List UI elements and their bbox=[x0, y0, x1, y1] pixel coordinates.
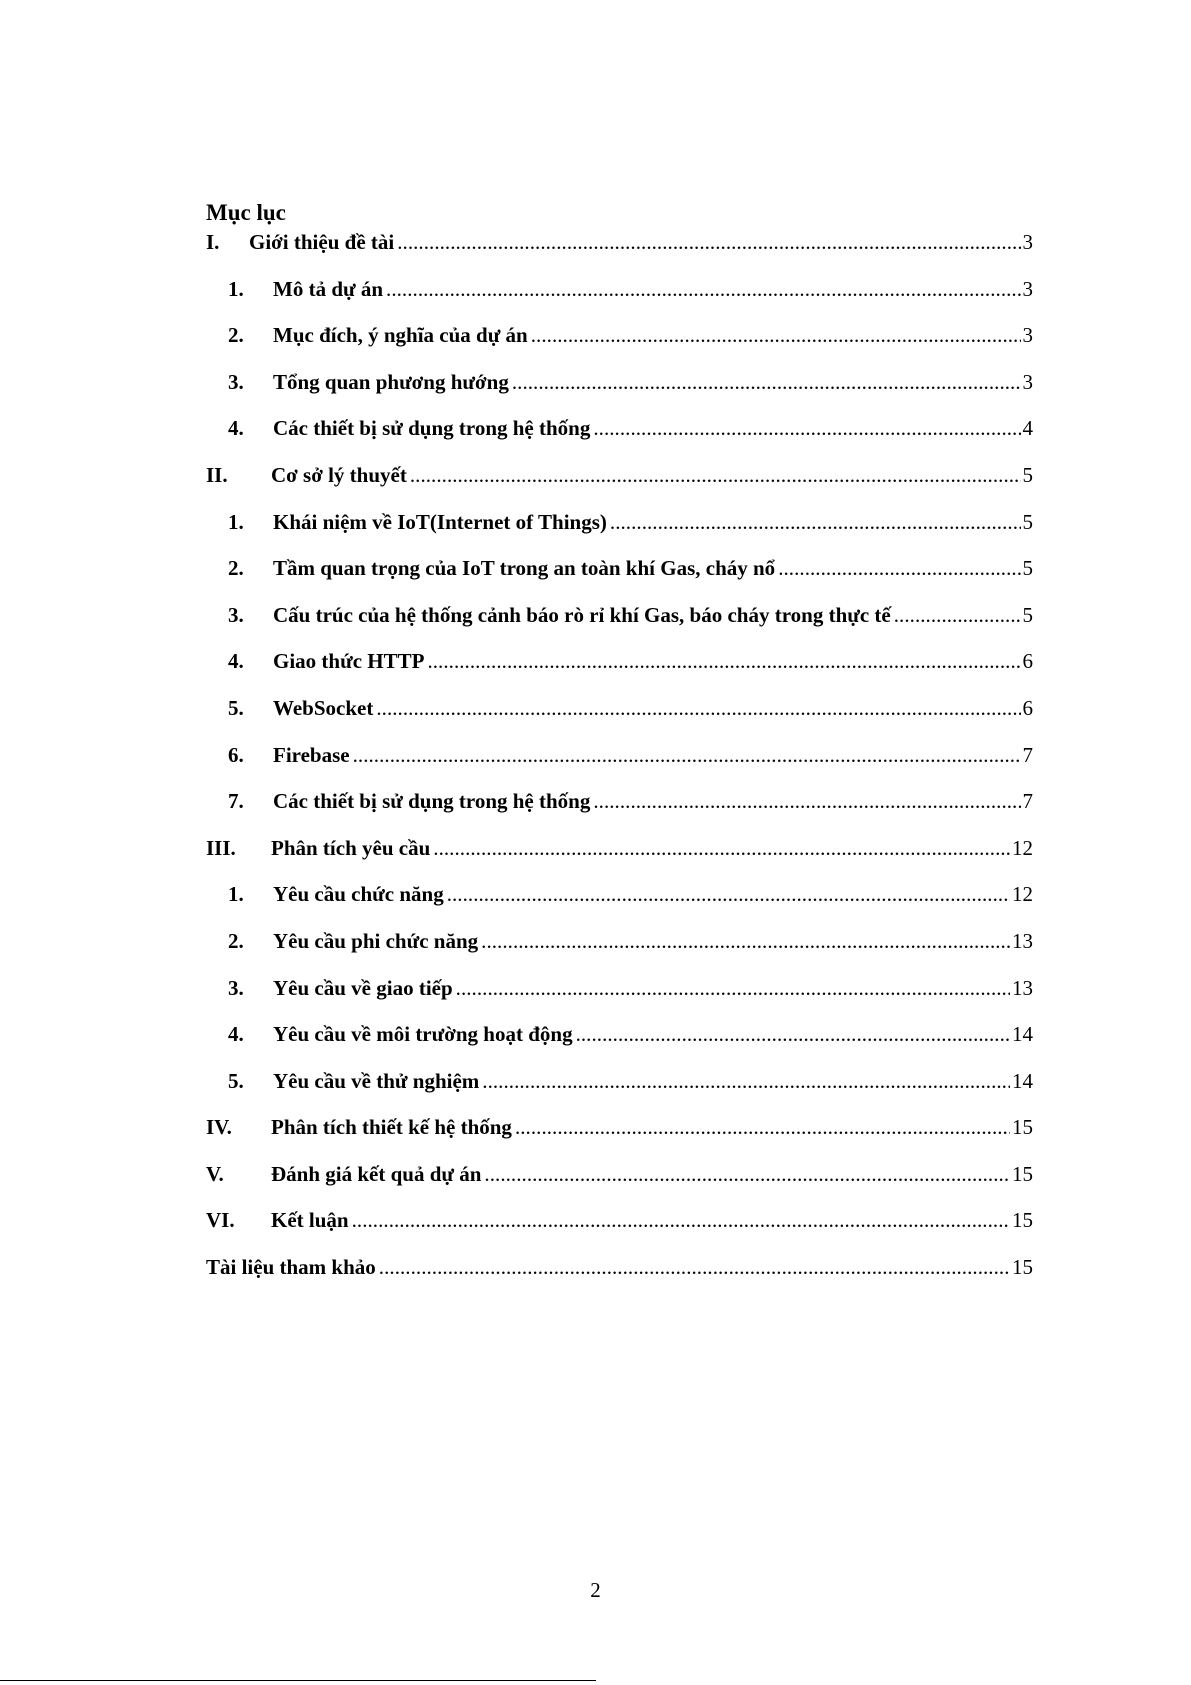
toc-entry-label: WebSocket bbox=[273, 695, 374, 720]
toc-entry-number: VI. bbox=[206, 1208, 235, 1233]
dot-leader bbox=[386, 277, 1020, 302]
toc-entry-page: 12 bbox=[1012, 835, 1033, 860]
toc-entry-page: 5 bbox=[1022, 462, 1033, 487]
toc-entry-page: 4 bbox=[1022, 416, 1033, 441]
dot-leader bbox=[427, 649, 1020, 674]
toc-entry-page: 5 bbox=[1022, 602, 1033, 627]
toc-entry-page: 13 bbox=[1012, 928, 1033, 953]
toc-entry[interactable] bbox=[206, 230, 1033, 277]
toc-entry-label: Cơ sở lý thuyết bbox=[271, 462, 407, 487]
dot-leader bbox=[576, 1022, 1010, 1047]
toc-entry-label: Giao thức HTTP bbox=[273, 649, 425, 674]
toc-entry-page: 15 bbox=[1012, 1255, 1033, 1280]
toc-entry-label: Kết luận bbox=[271, 1208, 349, 1233]
toc-entry-list bbox=[206, 230, 1033, 1302]
toc-title: Mục lục bbox=[206, 200, 286, 225]
toc-entry-number: IV. bbox=[206, 1115, 232, 1140]
toc-entry-page: 7 bbox=[1022, 789, 1033, 814]
toc-entry-label: Yêu cầu chức năng bbox=[273, 882, 444, 907]
footer-divider bbox=[0, 1680, 596, 1681]
toc-entry-number: 3. bbox=[228, 369, 244, 394]
dot-leader bbox=[531, 323, 1021, 348]
toc-entry-label: Yêu cầu phi chức năng bbox=[273, 928, 479, 953]
toc-entry-page: 5 bbox=[1022, 556, 1033, 581]
toc-entry-number: 1. bbox=[228, 509, 244, 534]
toc-entry-number: 1. bbox=[228, 882, 244, 907]
dot-leader bbox=[894, 603, 1021, 628]
toc-entry[interactable] bbox=[206, 603, 1033, 650]
toc-entry-number: 1. bbox=[228, 276, 244, 301]
toc-entry-label: Khái niệm về IoT(Internet of Things) bbox=[273, 509, 607, 534]
toc-entry-page: 3 bbox=[1022, 276, 1033, 301]
dot-leader bbox=[433, 836, 1010, 861]
toc-entry-page: 15 bbox=[1012, 1161, 1033, 1186]
toc-entry-page: 3 bbox=[1022, 230, 1033, 254]
toc-entry-number: 7. bbox=[228, 789, 244, 814]
toc-entry-page: 6 bbox=[1022, 649, 1033, 674]
toc-entry-label: Yêu cầu về thử nghiệm bbox=[273, 1068, 480, 1093]
dot-leader bbox=[778, 556, 1020, 581]
dot-leader bbox=[482, 1069, 1010, 1094]
toc-entry-label: Tài liệu tham khảo bbox=[206, 1255, 376, 1280]
toc-entry-number: 5. bbox=[228, 695, 244, 720]
toc-entry-label: Mục đích, ý nghĩa của dự án bbox=[273, 323, 528, 348]
toc-entry[interactable] bbox=[206, 1162, 1033, 1209]
dot-leader bbox=[484, 1162, 1010, 1187]
toc-entry[interactable] bbox=[206, 1208, 1033, 1255]
toc-entry-label: Đánh giá kết quả dự án bbox=[271, 1161, 482, 1186]
toc-entry[interactable] bbox=[206, 649, 1033, 696]
toc-entry-label: Phân tích yêu cầu bbox=[271, 835, 431, 860]
dot-leader bbox=[379, 1255, 1010, 1280]
toc-entry[interactable] bbox=[206, 789, 1033, 836]
toc-entry[interactable] bbox=[206, 1115, 1033, 1162]
toc-entry[interactable] bbox=[206, 510, 1033, 557]
toc-entry[interactable] bbox=[206, 1022, 1033, 1069]
toc-entry-label: Firebase bbox=[273, 742, 350, 767]
dot-leader bbox=[515, 1115, 1010, 1140]
toc-entry-page: 12 bbox=[1012, 882, 1033, 907]
toc-entry-number: 2. bbox=[228, 928, 244, 953]
toc-entry-number: 2. bbox=[228, 556, 244, 581]
toc-entry-number: 4. bbox=[228, 416, 244, 441]
dot-leader bbox=[397, 230, 1020, 255]
dot-leader bbox=[352, 1208, 1010, 1233]
toc-entry-page: 15 bbox=[1012, 1208, 1033, 1233]
toc-entry-page: 14 bbox=[1012, 1022, 1033, 1047]
toc-entry[interactable] bbox=[206, 323, 1033, 370]
toc-entry-page: 7 bbox=[1022, 742, 1033, 767]
toc-entry[interactable] bbox=[206, 743, 1033, 790]
toc-entry-label: Tổng quan phương hướng bbox=[273, 369, 509, 394]
toc-entry-label: Yêu cầu về môi trường hoạt động bbox=[273, 1022, 573, 1047]
toc-entry-number: 5. bbox=[228, 1068, 244, 1093]
toc-entry-number: 6. bbox=[228, 742, 244, 767]
toc-entry-number: 3. bbox=[228, 975, 244, 1000]
toc-entry-number: 3. bbox=[228, 602, 244, 627]
toc-entry-page: 3 bbox=[1022, 323, 1033, 348]
toc-entry[interactable] bbox=[206, 556, 1033, 603]
dot-leader bbox=[593, 789, 1020, 814]
toc-entry-label: Các thiết bị sử dụng trong hệ thống bbox=[273, 416, 591, 441]
dot-leader bbox=[353, 743, 1021, 768]
dot-leader bbox=[410, 463, 1021, 488]
toc-entry-number: 4. bbox=[228, 1022, 244, 1047]
dot-leader bbox=[610, 510, 1021, 535]
dot-leader bbox=[376, 696, 1020, 721]
toc-entry-number: II. bbox=[206, 462, 228, 487]
toc-entry-label: Yêu cầu về giao tiếp bbox=[273, 975, 453, 1000]
toc-entry[interactable] bbox=[206, 416, 1033, 463]
toc-entry[interactable] bbox=[206, 696, 1033, 743]
toc-entry-label: Tầm quan trọng của IoT trong an toàn khí Gas, cháy nổ bbox=[273, 556, 776, 581]
toc-entry-page: 15 bbox=[1012, 1115, 1033, 1140]
toc-entry-label: Giới thiệu đề tài bbox=[249, 230, 395, 254]
table-of-contents bbox=[206, 196, 1033, 1302]
toc-entry-label: Phân tích thiết kế hệ thống bbox=[271, 1115, 512, 1140]
toc-entry-label: Mô tả dự án bbox=[273, 276, 384, 301]
toc-entry[interactable] bbox=[206, 370, 1033, 417]
toc-entry-number: 2. bbox=[228, 323, 244, 348]
toc-entry[interactable] bbox=[206, 463, 1033, 510]
toc-entry[interactable] bbox=[206, 976, 1033, 1023]
dot-leader bbox=[512, 370, 1021, 395]
toc-entry[interactable] bbox=[206, 836, 1033, 883]
toc-entry[interactable] bbox=[206, 929, 1033, 976]
toc-entry-number: 4. bbox=[228, 649, 244, 674]
dot-leader bbox=[447, 882, 1010, 907]
toc-entry-label: Các thiết bị sử dụng trong hệ thống bbox=[273, 789, 591, 814]
toc-entry-page: 6 bbox=[1022, 695, 1033, 720]
toc-entry-page: 3 bbox=[1022, 369, 1033, 394]
toc-entry-label: Cấu trúc của hệ thống cảnh báo rò rỉ khí Gas, báo cháy trong thực tế bbox=[273, 602, 891, 627]
page-number: 2 bbox=[590, 1578, 601, 1602]
toc-entry-number: V. bbox=[206, 1161, 224, 1186]
toc-entry-page: 5 bbox=[1022, 509, 1033, 534]
toc-entry[interactable] bbox=[206, 277, 1033, 324]
toc-entry-page: 14 bbox=[1012, 1068, 1033, 1093]
dot-leader bbox=[456, 976, 1010, 1001]
toc-entry-number: I. bbox=[206, 230, 220, 254]
toc-entry[interactable] bbox=[206, 1255, 1033, 1302]
dot-leader bbox=[481, 929, 1010, 954]
toc-entry-page: 13 bbox=[1012, 975, 1033, 1000]
toc-entry-number: III. bbox=[206, 835, 236, 860]
toc-entry[interactable] bbox=[206, 882, 1033, 929]
toc-entry[interactable] bbox=[206, 1069, 1033, 1116]
dot-leader bbox=[593, 416, 1020, 441]
